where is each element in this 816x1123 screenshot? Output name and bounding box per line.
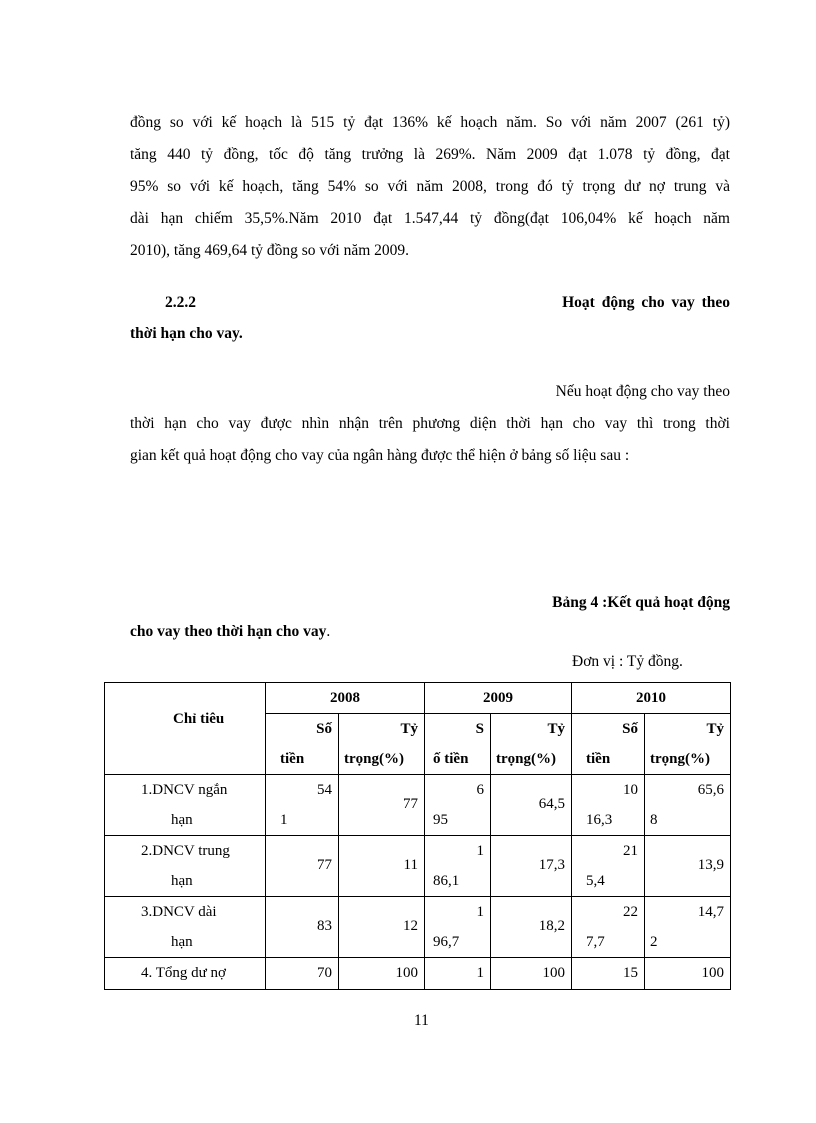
- row-label: 4. Tổng dư nợ: [105, 958, 266, 990]
- subheader-ty-trong: Tỷ trọng(%): [491, 714, 572, 775]
- intro-paragraph: [130, 107, 730, 267]
- subheader-ty-trong: Tỷ trọng(%): [339, 714, 425, 775]
- intro-line: đồng so với kế hoạch là 515 tỷ đạt 136% kế hoạch năm. So với năm 2007 (261 tỷ): [130, 114, 730, 131]
- cell-value: 21 5,4: [572, 836, 645, 897]
- year-2008: 2008: [266, 683, 425, 714]
- cell-value: 14,7 2: [645, 897, 731, 958]
- cell-value: 54 1: [266, 775, 339, 836]
- intro-line: tăng 440 tỷ đồng, tốc độ tăng trưởng là 269%. Năm 2009 đạt 1.078 tỷ đồng, đạt: [130, 146, 730, 163]
- cell-value: 12: [339, 897, 425, 958]
- row-label: 1.DNCV ngắn hạn: [105, 775, 266, 836]
- year-2010: 2010: [572, 683, 731, 714]
- subheader-ty-trong: Tỷ trọng(%): [645, 714, 731, 775]
- table-caption-period: .: [326, 623, 331, 640]
- cell-value: 13,9: [645, 836, 731, 897]
- section-title-continued: thời hạn cho vay.: [130, 325, 243, 342]
- cell-value: 100: [491, 958, 572, 990]
- para2-line: gian kết quả hoạt động cho vay của ngân hàng được thể hiện ở bảng số liệu sau :: [130, 447, 630, 464]
- cell-value: 6 95: [425, 775, 491, 836]
- year-2009: 2009: [425, 683, 572, 714]
- cell-value: 64,5: [491, 775, 572, 836]
- cell-value: 17,3: [491, 836, 572, 897]
- cell-value: 77: [266, 836, 339, 897]
- intro-line: dài hạn chiếm 35,5%.Năm 2010 đạt 1.547,44 tỷ đồng(đạt 106,04% kế hoạch năm: [130, 210, 730, 227]
- cell-value: 100: [339, 958, 425, 990]
- subheader-so-tien: S ố tiền: [425, 714, 491, 775]
- unit-label: Đơn vị : Tỷ đồng.: [572, 653, 683, 670]
- cell-value: 18,2: [491, 897, 572, 958]
- cell-value: 11: [339, 836, 425, 897]
- subheader-so-tien: Số tiền: [266, 714, 339, 775]
- table-row: [105, 836, 731, 897]
- cell-value: 77: [339, 775, 425, 836]
- table-caption-continued: [130, 623, 330, 641]
- cell-value: 15: [572, 958, 645, 990]
- cell-value: 1 96,7: [425, 897, 491, 958]
- cell-value: 1: [425, 958, 491, 990]
- table-header-years: [105, 683, 731, 714]
- cell-value: 1 86,1: [425, 836, 491, 897]
- cell-value: 83: [266, 897, 339, 958]
- loan-table: [104, 682, 731, 990]
- page-number: 11: [414, 1012, 429, 1029]
- cell-value: 100: [645, 958, 731, 990]
- subheader-so-tien: Số tiền: [572, 714, 645, 775]
- table-caption: Bảng 4 :Kết quả hoạt động: [552, 594, 730, 611]
- table-caption-text: cho vay theo thời hạn cho vay: [130, 623, 327, 640]
- intro-line: 2010), tăng 469,64 tỷ đồng so với năm 2009.: [130, 242, 409, 259]
- table-row: [105, 897, 731, 958]
- table-row: [105, 958, 731, 990]
- row-header-label: Chỉ tiêu: [173, 711, 225, 727]
- para2: [130, 408, 730, 472]
- cell-value: 22 7,7: [572, 897, 645, 958]
- table-row: [105, 775, 731, 836]
- intro-line: 95% so với kế hoạch, tăng 54% so với năm 2008, trong đó tỷ trọng dư nợ trung và: [130, 178, 730, 195]
- section-title: Hoạt động cho vay theo: [562, 294, 730, 311]
- section-number: 2.2.2: [165, 294, 196, 311]
- para2-line: thời hạn cho vay được nhìn nhận trên phương diện thời hạn cho vay thì trong thời: [130, 415, 730, 432]
- row-label: 2.DNCV trung hạn: [105, 836, 266, 897]
- cell-value: 10 16,3: [572, 775, 645, 836]
- para2-first-line: Nếu hoạt động cho vay theo: [555, 383, 730, 400]
- cell-value: 65,6 8: [645, 775, 731, 836]
- row-label: 3.DNCV dài hạn: [105, 897, 266, 958]
- cell-value: 70: [266, 958, 339, 990]
- header-chi-tieu: [105, 683, 266, 775]
